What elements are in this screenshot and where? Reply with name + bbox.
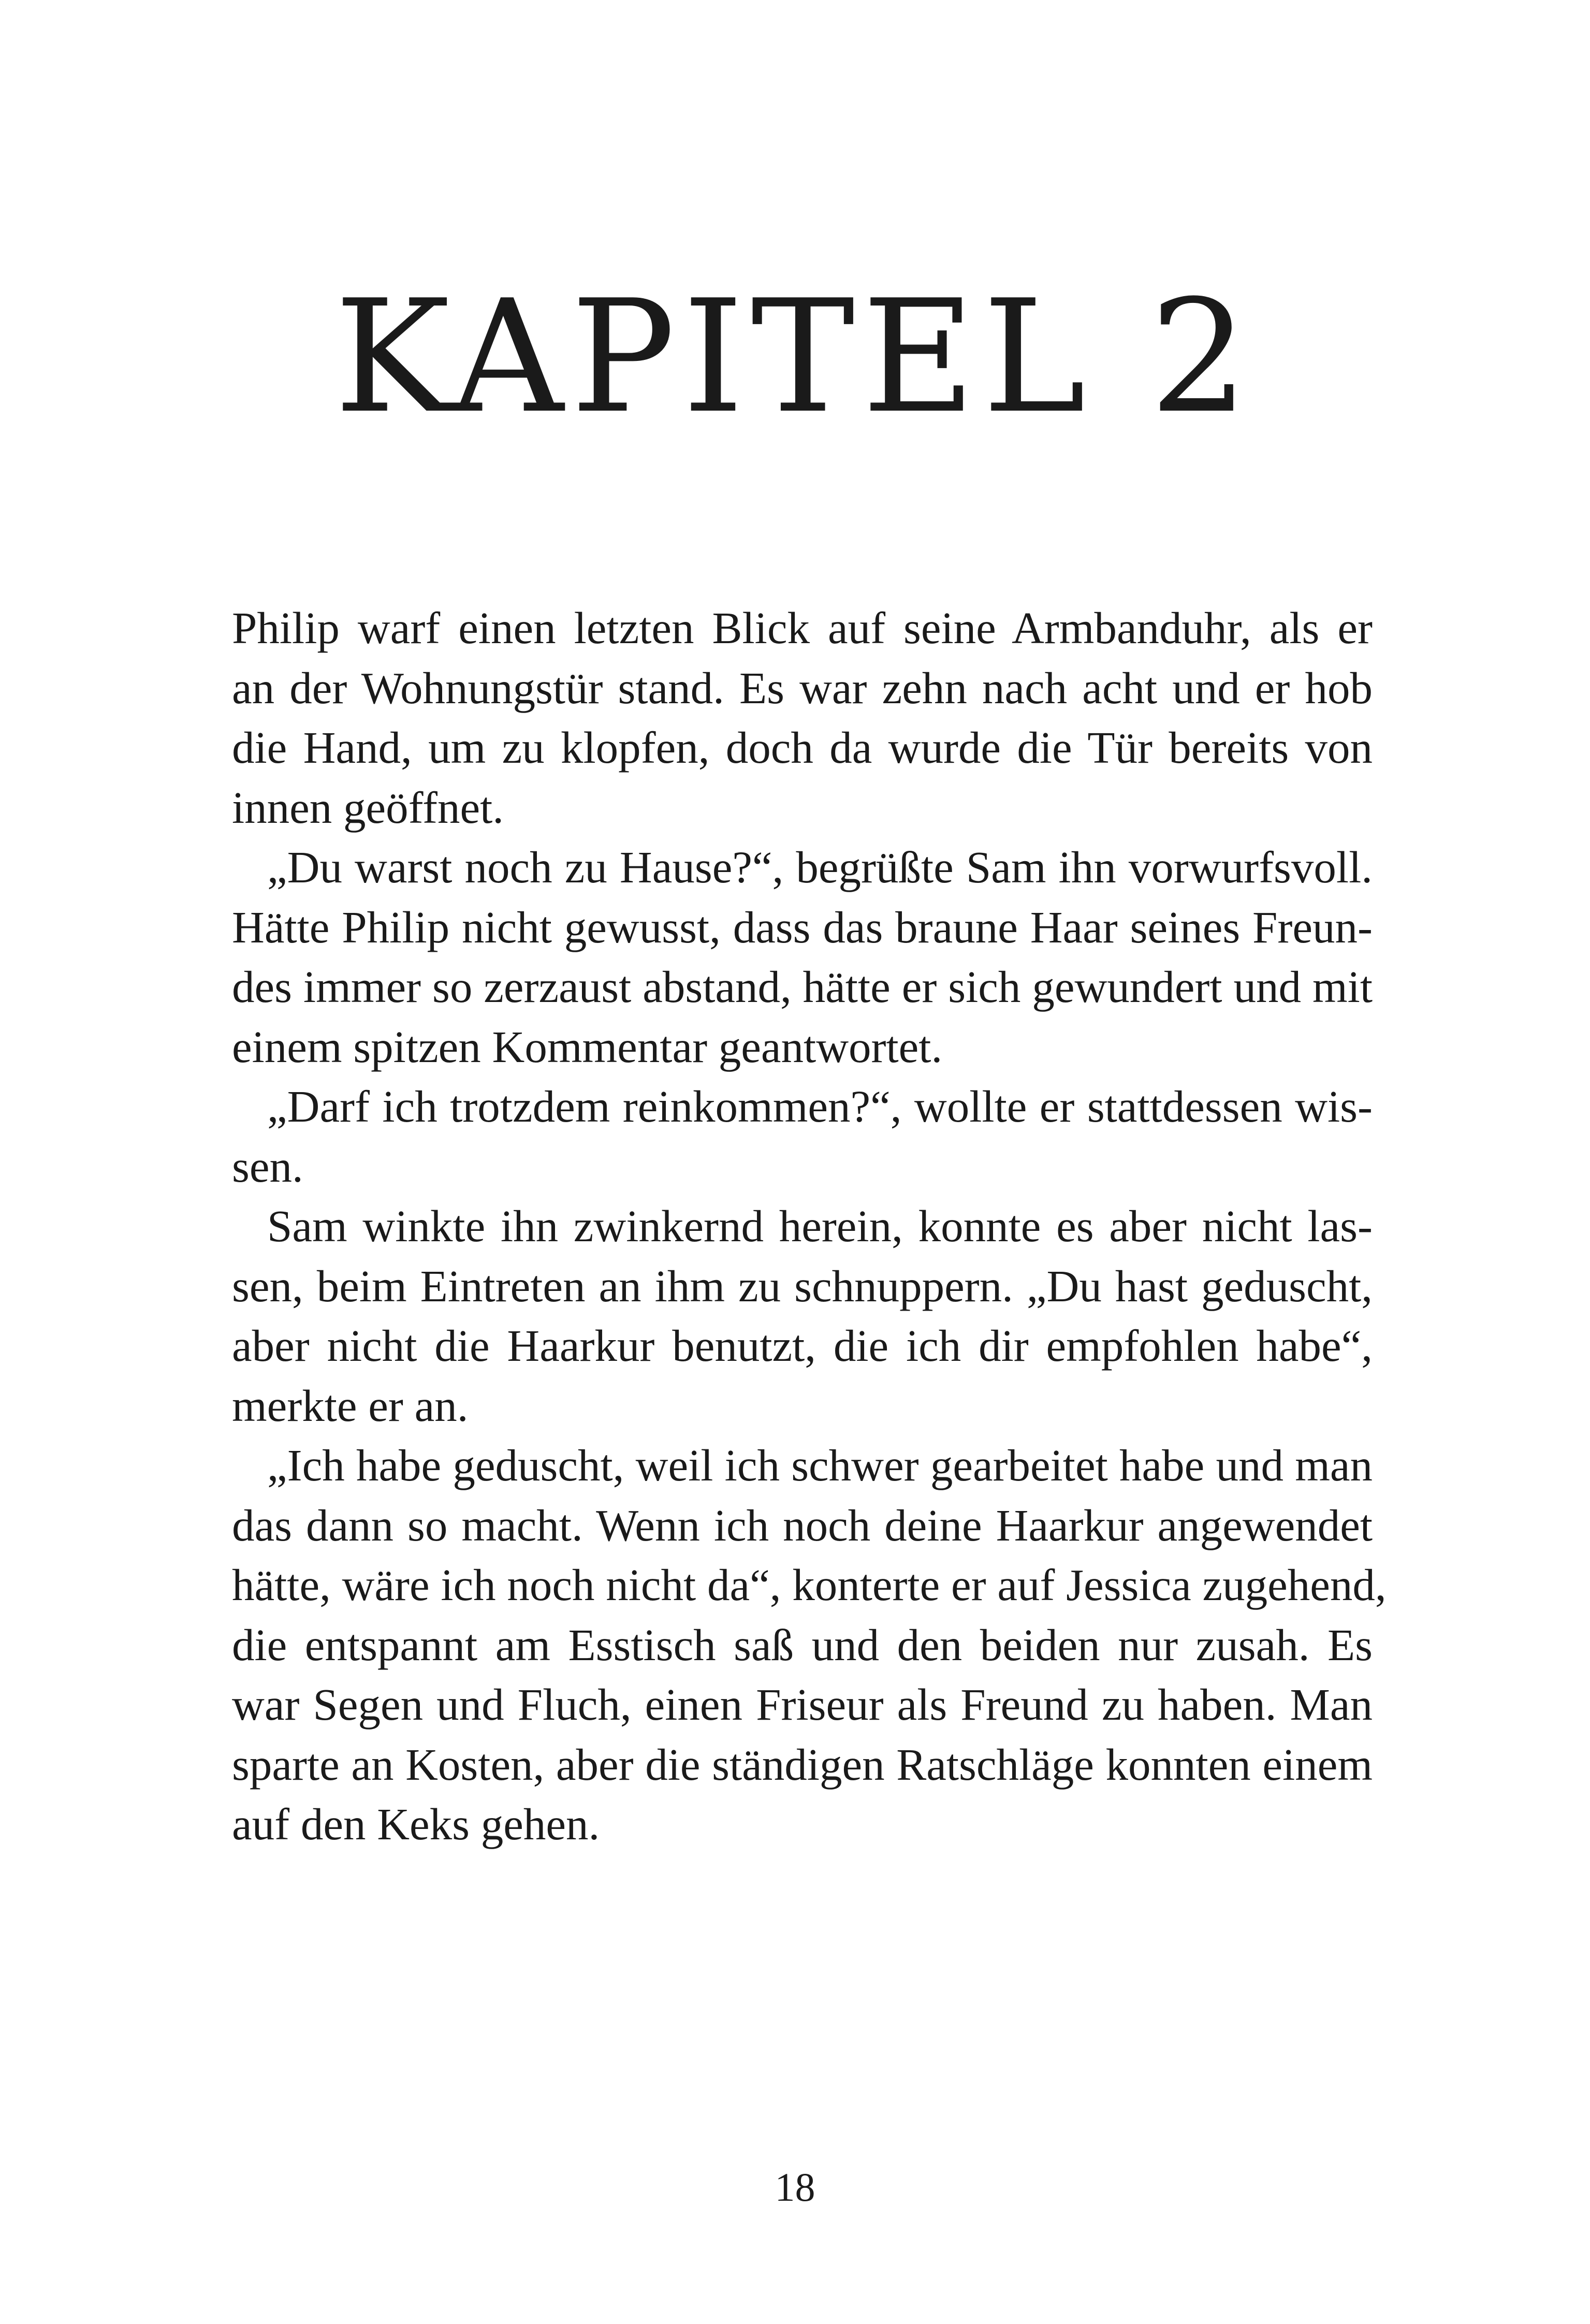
text-line: des immer so zerzaust abstand, hätte er sich gewundert und mit <box>232 962 1373 1012</box>
text-line: „Ich habe geduscht, weil ich schwer gearbeitet habe und man <box>267 1440 1373 1490</box>
text-line: auf den Keks gehen. <box>232 1799 600 1849</box>
text-line: Philip warf einen letzten Blick auf seine Armbanduhr, als er <box>232 603 1373 653</box>
text-line: war Segen und Fluch, einen Friseur als Freund zu haben. Man <box>232 1679 1373 1730</box>
text-line: an der Wohnungstür stand. Es war zehn nach acht und er hob <box>232 662 1373 713</box>
text-line: Hätte Philip nicht gewusst, dass das braune Haar seines Freun- <box>232 902 1373 952</box>
text-line: merkte er an. <box>232 1380 469 1431</box>
text-line: aber nicht die Haarkur benutzt, die ich dir empfohlen habe“, <box>232 1320 1373 1371</box>
text-line: die entspannt am Esstisch saß und den beiden nur zusah. Es <box>232 1619 1373 1670</box>
text-line: innen geöffnet. <box>232 782 504 833</box>
text-line: „Du warst noch zu Hause?“, begrüßte Sam ihn vorwurfsvoll. <box>267 842 1373 892</box>
text-line: sen, beim Eintreten an ihm zu schnuppern. „Du hast geduscht, <box>232 1260 1373 1311</box>
text-line: „Darf ich trotzdem reinkommen?“, wollte er stattdessen wis- <box>267 1081 1373 1131</box>
text-line: Sam winkte ihn zwinkernd herein, konnte es aber nicht las- <box>267 1201 1373 1251</box>
text-line: das dann so macht. Wenn ich noch deine Haarkur angewendet <box>232 1500 1373 1550</box>
text-line: hätte, wäre ich noch nicht da“, konterte er auf Jessica zugehend, <box>232 1560 1387 1610</box>
page-number: 18 <box>775 2165 815 2210</box>
text-line: die Hand, um zu klopfen, doch da wurde die Tür bereits von <box>232 722 1373 773</box>
text-line: sparte an Kosten, aber die ständigen Ratschläge konnten einem <box>232 1739 1373 1790</box>
text-line: einem spitzen Kommentar geantwortet. <box>232 1021 943 1072</box>
chapter-title: KAPITEL 2 <box>334 267 1256 447</box>
body-text <box>232 598 1387 1854</box>
text-line: sen. <box>232 1141 303 1192</box>
